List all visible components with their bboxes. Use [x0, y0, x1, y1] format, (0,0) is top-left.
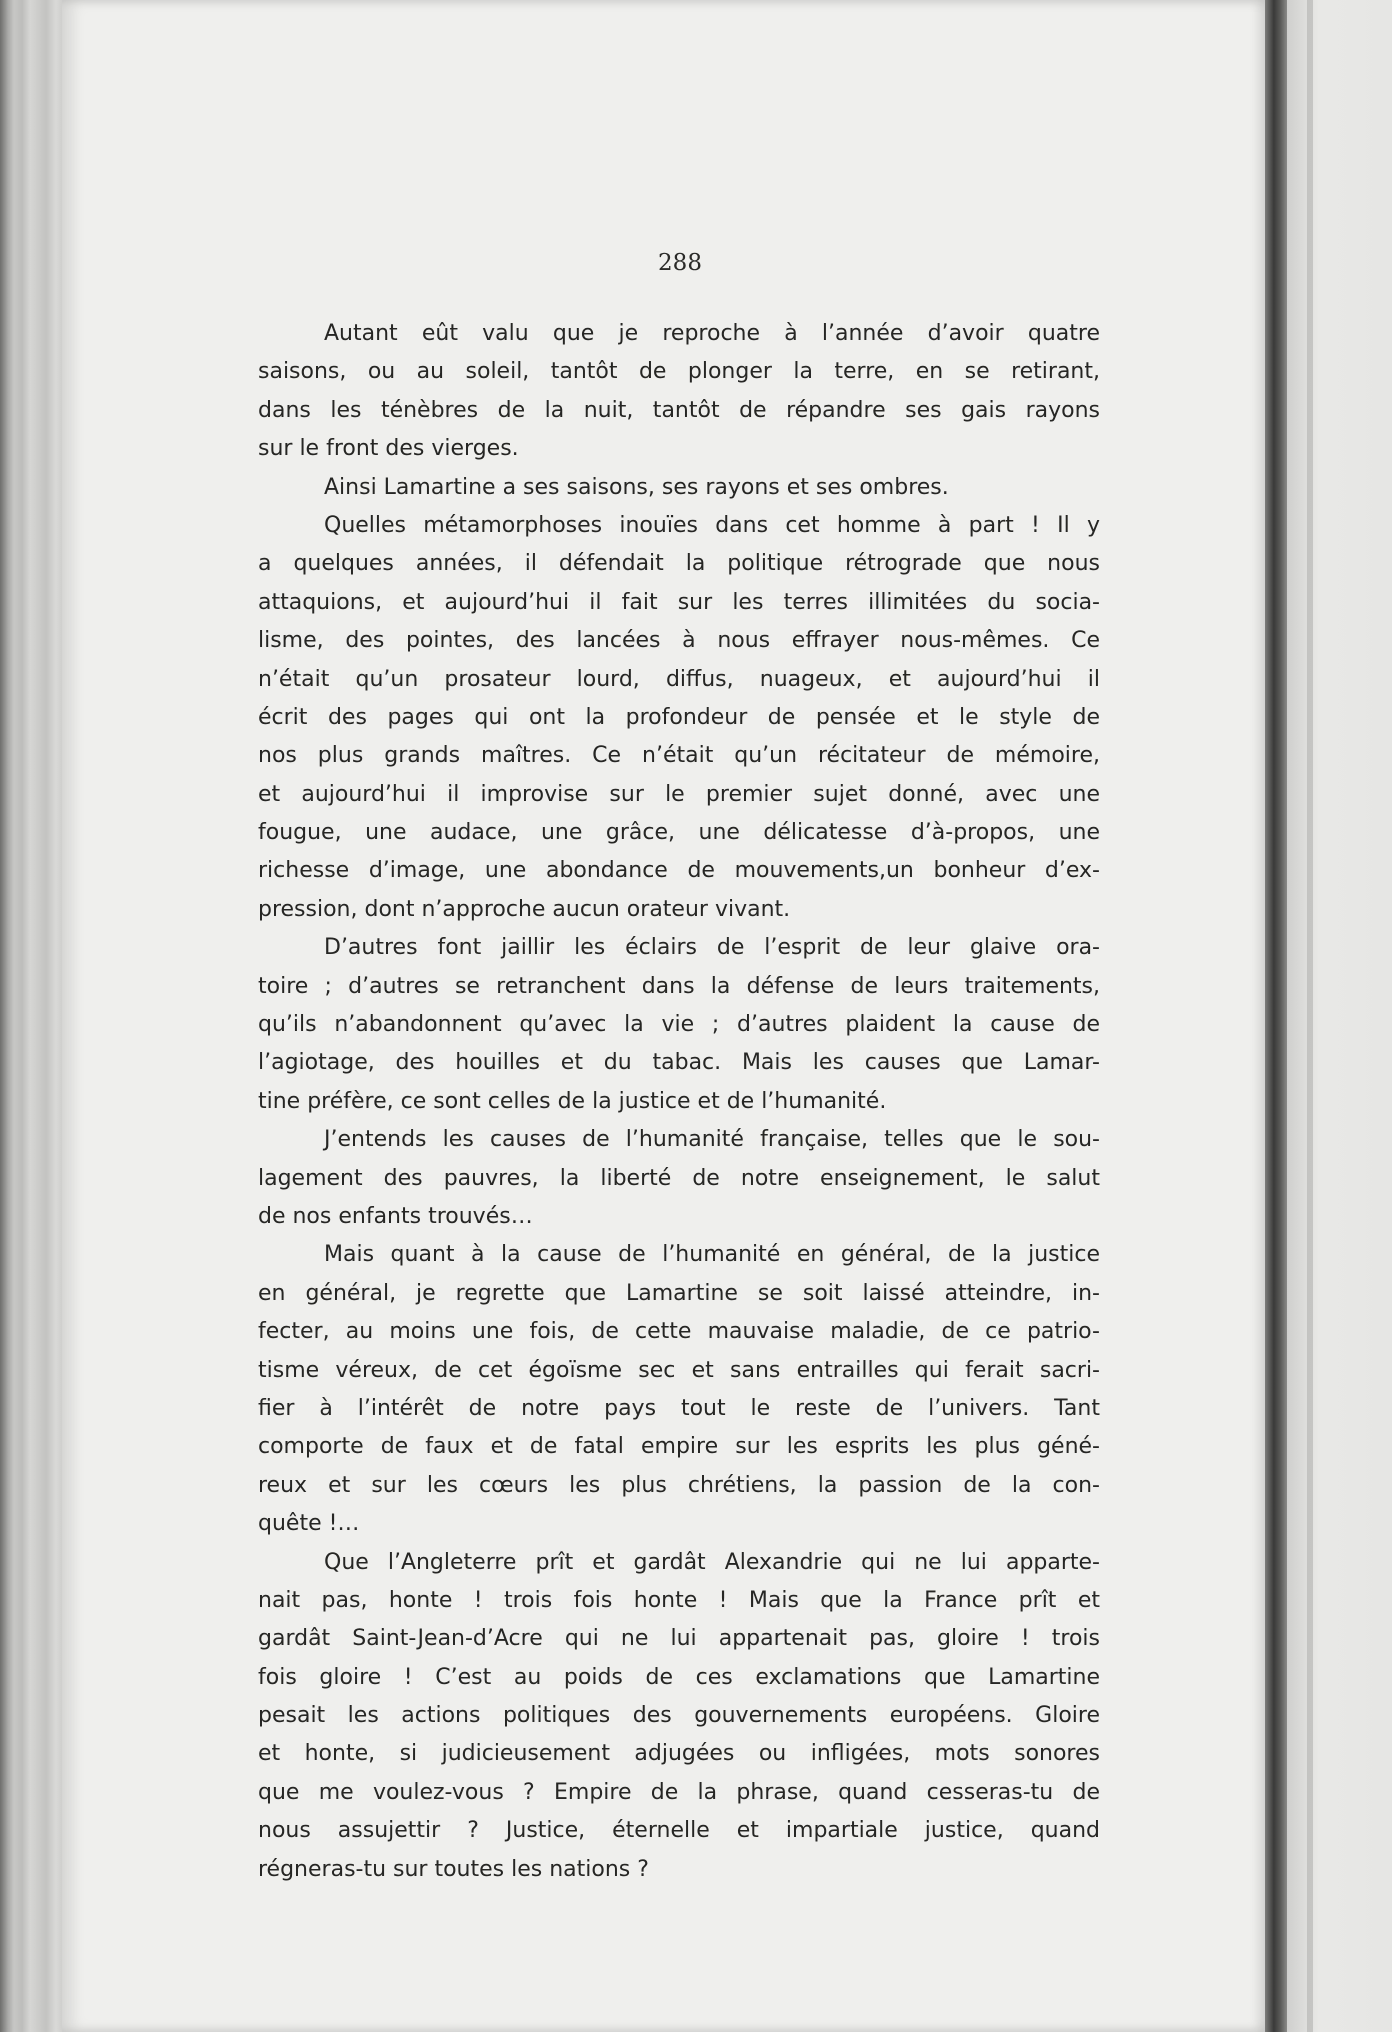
text-line: reux et sur les cœurs les plus chrétiens, la passion de la con-: [258, 1472, 1100, 1498]
text-line: fois gloire ! C’est au poids de ces exclamations que Lamartine: [258, 1664, 1100, 1690]
text-line: l’agiotage, des houilles et du tabac. Mais les causes que Lamar-: [258, 1050, 1100, 1076]
text-line: tisme véreux, de cet égoïsme sec et sans entrailles qui ferait sacri-: [258, 1357, 1100, 1383]
text-line: et honte, si judicieusement adjugées ou infligées, mots sonores: [258, 1741, 1100, 1767]
text-line: lagement des pauvres, la liberté de notre enseignement, le salut: [258, 1165, 1100, 1191]
text-line: régneras-tu sur toutes les nations ?: [258, 1856, 649, 1882]
text-line: lisme, des pointes, des lancées à nous effrayer nous-mêmes. Ce: [258, 628, 1100, 654]
text-line: richesse d’image, une abondance de mouvements,un bonheur d’ex-: [258, 858, 1100, 884]
text-line: D’autres font jaillir les éclairs de l’esprit de leur glaive ora-: [324, 935, 1100, 961]
text-line: a quelques années, il défendait la politique rétrograde que nous: [258, 551, 1100, 577]
text-line: Que l’Angleterre prît et gardât Alexandrie qui ne lui apparte-: [324, 1549, 1100, 1575]
text-line: pression, dont n’approche aucun orateur vivant.: [258, 896, 791, 922]
text-line: nous assujettir ? Justice, éternelle et impartiale justice, quand: [258, 1818, 1100, 1844]
text-line: nos plus grands maîtres. Ce n’était qu’un récitateur de mémoire,: [258, 743, 1100, 769]
text-line: toire ; d’autres se retranchent dans la défense de leurs traitements,: [258, 973, 1100, 999]
text-line: tine préfère, ce sont celles de la justice et de l’humanité.: [258, 1088, 887, 1114]
text-line: Ainsi Lamartine a ses saisons, ses rayons et ses ombres.: [324, 474, 949, 500]
text-line: dans les ténèbres de la nuit, tantôt de répandre ses gais rayons: [258, 397, 1100, 423]
text-line: comporte de faux et de fatal empire sur les esprits les plus géné-: [258, 1434, 1100, 1460]
text-line: gardât Saint-Jean-d’Acre qui ne lui appartenait pas, gloire ! trois: [258, 1626, 1100, 1652]
text-line: n’était qu’un prosateur lourd, diffus, nuageux, et aujourd’hui il: [258, 666, 1100, 692]
page-number: 288: [658, 250, 702, 276]
text-line: fecter, au moins une fois, de cette mauvaise maladie, de ce patrio-: [258, 1319, 1100, 1345]
text-line: sur le front des vierges.: [258, 436, 519, 462]
page-edge-shadow: [1307, 0, 1313, 2032]
text-line: fier à l’intérêt de notre pays tout le reste de l’univers. Tant: [258, 1395, 1100, 1421]
page-body-text: [258, 315, 1100, 1889]
book-gutter: [1265, 0, 1287, 2032]
text-line: J’entends les causes de l’humanité française, telles que le sou-: [324, 1127, 1100, 1153]
text-line: écrit des pages qui ont la profondeur de pensée et le style de: [258, 704, 1100, 730]
text-line: en général, je regrette que Lamartine se soit laissé atteindre, in-: [258, 1280, 1100, 1306]
text-line: Mais quant à la cause de l’humanité en général, de la justice: [324, 1242, 1100, 1268]
text-line: que me voulez-vous ? Empire de la phrase, quand cesseras-tu de: [258, 1779, 1100, 1805]
text-line: Quelles métamorphoses inouïes dans cet homme à part ! Il y: [324, 512, 1100, 538]
adjacent-page-edge: [1287, 0, 1392, 2032]
text-line: qu’ils n’abandonnent qu’avec la vie ; d’autres plaident la cause de: [258, 1012, 1100, 1038]
text-line: saisons, ou au soleil, tantôt de plonger la terre, en se retirant,: [258, 359, 1100, 385]
text-line: attaquions, et aujourd’hui il fait sur les terres illimitées du socia-: [258, 589, 1100, 615]
text-line: Autant eût valu que je reproche à l’année d’avoir quatre: [324, 321, 1100, 346]
text-line: et aujourd’hui il improvise sur le premier sujet donné, avec une: [258, 781, 1100, 807]
text-line: de nos enfants trouvés…: [258, 1203, 533, 1229]
text-line: quête !…: [258, 1511, 360, 1537]
text-line: nait pas, honte ! trois fois honte ! Mais que la France prît et: [258, 1587, 1100, 1613]
text-line: fougue, une audace, une grâce, une délicatesse d’à-propos, une: [258, 820, 1100, 846]
text-line: pesait les actions politiques des gouvernements européens. Gloire: [258, 1703, 1100, 1729]
